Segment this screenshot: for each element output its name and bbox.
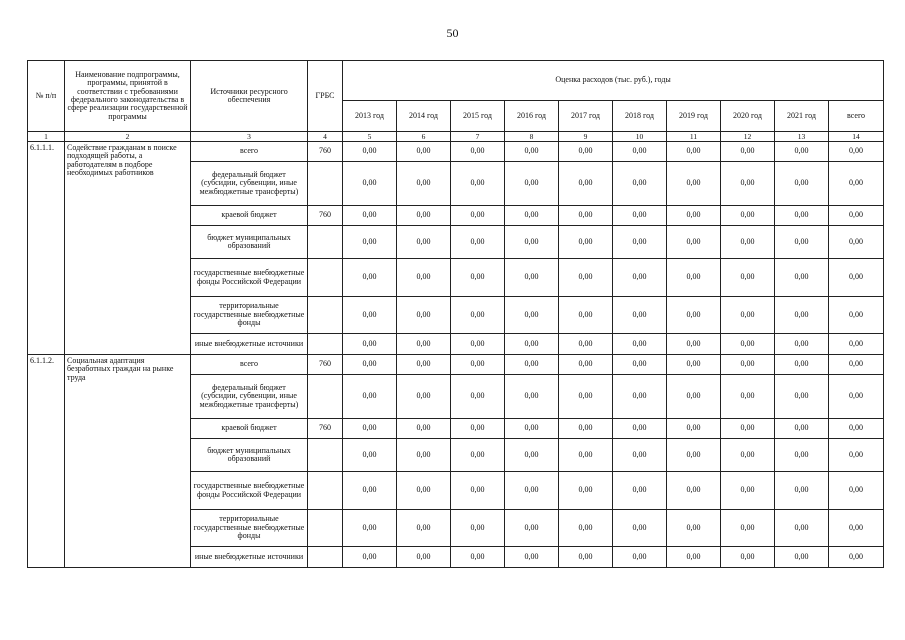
expense-value: 0,00 [343, 510, 397, 547]
expense-value: 0,00 [775, 259, 829, 297]
table-body [28, 142, 884, 568]
expense-value: 0,00 [559, 162, 613, 206]
expense-value: 0,00 [559, 206, 613, 226]
column-number: 5 [343, 132, 397, 142]
expense-value: 0,00 [343, 206, 397, 226]
expense-value: 0,00 [829, 162, 884, 206]
expense-value: 0,00 [829, 297, 884, 334]
expense-value: 0,00 [397, 419, 451, 439]
expense-value: 0,00 [721, 162, 775, 206]
expense-value: 0,00 [559, 419, 613, 439]
item-name: Социальная адаптация безработных граждан на рынке труда [65, 355, 191, 568]
grbs-code [308, 334, 343, 355]
header-grbs: ГРБС [308, 61, 343, 132]
expense-value: 0,00 [829, 472, 884, 510]
expense-value: 0,00 [505, 547, 559, 568]
expense-value: 0,00 [775, 439, 829, 472]
expense-value: 0,00 [559, 226, 613, 259]
expense-value: 0,00 [559, 547, 613, 568]
column-number: 3 [191, 132, 308, 142]
header-year: 2020 год [721, 101, 775, 132]
expense-value: 0,00 [451, 334, 505, 355]
expense-value: 0,00 [829, 226, 884, 259]
expense-value: 0,00 [559, 510, 613, 547]
expense-value: 0,00 [505, 226, 559, 259]
expense-value: 0,00 [667, 355, 721, 375]
expense-value: 0,00 [667, 162, 721, 206]
expense-value: 0,00 [667, 142, 721, 162]
expense-value: 0,00 [721, 259, 775, 297]
expense-value: 0,00 [667, 226, 721, 259]
expense-value: 0,00 [721, 419, 775, 439]
expense-value: 0,00 [397, 334, 451, 355]
expense-value: 0,00 [775, 547, 829, 568]
expense-value: 0,00 [451, 510, 505, 547]
table-row [28, 355, 884, 375]
expense-value: 0,00 [721, 355, 775, 375]
funding-source: бюджет муниципальных образований [191, 226, 308, 259]
expense-value: 0,00 [775, 334, 829, 355]
expense-value: 0,00 [613, 226, 667, 259]
grbs-code: 760 [308, 419, 343, 439]
expense-value: 0,00 [829, 259, 884, 297]
expense-value: 0,00 [775, 162, 829, 206]
funding-source: территориальные государственные внебюджетные фонды [191, 297, 308, 334]
expense-value: 0,00 [397, 226, 451, 259]
expense-value: 0,00 [559, 439, 613, 472]
grbs-code [308, 162, 343, 206]
expense-value: 0,00 [451, 297, 505, 334]
expense-value: 0,00 [613, 297, 667, 334]
header-year: всего [829, 101, 884, 132]
expense-value: 0,00 [829, 355, 884, 375]
funding-source: всего [191, 355, 308, 375]
expense-value: 0,00 [829, 334, 884, 355]
expense-value: 0,00 [505, 472, 559, 510]
header-year: 2019 год [667, 101, 721, 132]
header-funding-source: Источники ресурсного обеспечения [191, 61, 308, 132]
expense-value: 0,00 [775, 355, 829, 375]
funding-source: государственные внебюджетные фонды Российской Федерации [191, 472, 308, 510]
grbs-code [308, 297, 343, 334]
expense-value: 0,00 [775, 206, 829, 226]
column-number: 7 [451, 132, 505, 142]
expense-value: 0,00 [451, 206, 505, 226]
expense-value: 0,00 [613, 259, 667, 297]
grbs-code [308, 226, 343, 259]
column-number: 14 [829, 132, 884, 142]
column-number: 4 [308, 132, 343, 142]
header-number: № п/п [28, 61, 65, 132]
expense-value: 0,00 [667, 334, 721, 355]
expense-value: 0,00 [343, 142, 397, 162]
header-estimate: Оценка расходов (тыс. руб.), годы [343, 61, 884, 101]
expense-value: 0,00 [451, 355, 505, 375]
grbs-code [308, 472, 343, 510]
expense-value: 0,00 [505, 297, 559, 334]
column-number: 9 [559, 132, 613, 142]
expense-value: 0,00 [613, 206, 667, 226]
column-number: 2 [65, 132, 191, 142]
expense-value: 0,00 [721, 547, 775, 568]
expense-value: 0,00 [775, 297, 829, 334]
expense-value: 0,00 [721, 206, 775, 226]
expense-value: 0,00 [613, 334, 667, 355]
expense-value: 0,00 [505, 419, 559, 439]
expense-value: 0,00 [667, 472, 721, 510]
expense-value: 0,00 [613, 142, 667, 162]
expense-value: 0,00 [451, 419, 505, 439]
expense-value: 0,00 [559, 142, 613, 162]
header-year: 2016 год [505, 101, 559, 132]
expense-value: 0,00 [343, 419, 397, 439]
expense-value: 0,00 [343, 472, 397, 510]
expense-value: 0,00 [397, 162, 451, 206]
expense-value: 0,00 [505, 334, 559, 355]
expense-value: 0,00 [505, 142, 559, 162]
expense-value: 0,00 [829, 142, 884, 162]
column-number: 8 [505, 132, 559, 142]
expense-value: 0,00 [559, 297, 613, 334]
budget-table [27, 60, 884, 568]
expense-value: 0,00 [343, 226, 397, 259]
header-year: 2021 год [775, 101, 829, 132]
funding-source: краевой бюджет [191, 206, 308, 226]
expense-value: 0,00 [613, 419, 667, 439]
expense-value: 0,00 [775, 510, 829, 547]
expense-value: 0,00 [613, 472, 667, 510]
expense-value: 0,00 [343, 375, 397, 419]
expense-value: 0,00 [667, 510, 721, 547]
header-year: 2013 год [343, 101, 397, 132]
funding-source: федеральный бюджет (субсидии, субвенции, иные межбюджетные трансферты) [191, 162, 308, 206]
expense-value: 0,00 [397, 206, 451, 226]
expense-value: 0,00 [613, 162, 667, 206]
expense-value: 0,00 [613, 375, 667, 419]
header-year: 2015 год [451, 101, 505, 132]
table-row [28, 142, 884, 162]
item-name: Содействие гражданам в поиске подходящей работы, а работодателям в подборе необходимых работников [65, 142, 191, 355]
funding-source: федеральный бюджет (субсидии, субвенции, иные межбюджетные трансферты) [191, 375, 308, 419]
expense-value: 0,00 [667, 297, 721, 334]
expense-value: 0,00 [343, 355, 397, 375]
expense-value: 0,00 [451, 439, 505, 472]
expense-value: 0,00 [775, 472, 829, 510]
grbs-code: 760 [308, 206, 343, 226]
column-number: 12 [721, 132, 775, 142]
expense-value: 0,00 [451, 142, 505, 162]
expense-value: 0,00 [397, 142, 451, 162]
expense-value: 0,00 [775, 375, 829, 419]
header-year: 2014 год [397, 101, 451, 132]
grbs-code: 760 [308, 142, 343, 162]
grbs-code [308, 510, 343, 547]
expense-value: 0,00 [397, 355, 451, 375]
expense-value: 0,00 [397, 375, 451, 419]
expense-value: 0,00 [559, 375, 613, 419]
item-number: 6.1.1.1. [28, 142, 65, 355]
header-year: 2017 год [559, 101, 613, 132]
expense-value: 0,00 [397, 472, 451, 510]
expense-value: 0,00 [829, 547, 884, 568]
column-number: 13 [775, 132, 829, 142]
expense-value: 0,00 [775, 419, 829, 439]
expense-value: 0,00 [667, 375, 721, 419]
expense-value: 0,00 [775, 226, 829, 259]
funding-source: иные внебюджетные источники [191, 547, 308, 568]
funding-source: территориальные государственные внебюджетные фонды [191, 510, 308, 547]
expense-value: 0,00 [721, 226, 775, 259]
expense-value: 0,00 [775, 142, 829, 162]
column-number: 11 [667, 132, 721, 142]
expense-value: 0,00 [505, 375, 559, 419]
expense-value: 0,00 [829, 375, 884, 419]
expense-value: 0,00 [505, 510, 559, 547]
expense-value: 0,00 [613, 547, 667, 568]
expense-value: 0,00 [829, 206, 884, 226]
header-program-name: Наименование подпрограммы, программы, принятой в соответствии с требованиями федерального законодательства в сфере реализации государственной программы [65, 61, 191, 132]
expense-value: 0,00 [829, 439, 884, 472]
expense-value: 0,00 [721, 375, 775, 419]
expense-value: 0,00 [721, 510, 775, 547]
expense-value: 0,00 [343, 547, 397, 568]
expense-value: 0,00 [343, 334, 397, 355]
expense-value: 0,00 [451, 375, 505, 419]
expense-value: 0,00 [343, 439, 397, 472]
expense-value: 0,00 [667, 547, 721, 568]
expense-value: 0,00 [721, 472, 775, 510]
expense-value: 0,00 [505, 206, 559, 226]
page-number: 50 [446, 26, 459, 40]
funding-source: бюджет муниципальных образований [191, 439, 308, 472]
expense-value: 0,00 [559, 259, 613, 297]
expense-value: 0,00 [397, 297, 451, 334]
expense-value: 0,00 [721, 142, 775, 162]
expense-value: 0,00 [721, 334, 775, 355]
expense-value: 0,00 [829, 419, 884, 439]
grbs-code [308, 547, 343, 568]
expense-value: 0,00 [397, 439, 451, 472]
expense-value: 0,00 [505, 162, 559, 206]
expense-value: 0,00 [397, 547, 451, 568]
expense-value: 0,00 [451, 226, 505, 259]
expense-value: 0,00 [559, 355, 613, 375]
funding-source: иные внебюджетные источники [191, 334, 308, 355]
expense-value: 0,00 [667, 206, 721, 226]
column-number: 6 [397, 132, 451, 142]
header-year: 2018 год [613, 101, 667, 132]
expense-value: 0,00 [667, 259, 721, 297]
grbs-code: 760 [308, 355, 343, 375]
expense-value: 0,00 [667, 439, 721, 472]
expense-value: 0,00 [451, 162, 505, 206]
expense-value: 0,00 [343, 162, 397, 206]
column-number: 1 [28, 132, 65, 142]
expense-value: 0,00 [613, 510, 667, 547]
item-number: 6.1.1.2. [28, 355, 65, 568]
expense-value: 0,00 [667, 419, 721, 439]
grbs-code [308, 375, 343, 419]
column-numbers-row [28, 132, 884, 142]
expense-value: 0,00 [505, 355, 559, 375]
expense-value: 0,00 [505, 259, 559, 297]
column-number: 10 [613, 132, 667, 142]
expense-value: 0,00 [613, 439, 667, 472]
expense-value: 0,00 [613, 355, 667, 375]
expense-value: 0,00 [829, 510, 884, 547]
expense-value: 0,00 [397, 259, 451, 297]
expense-value: 0,00 [559, 472, 613, 510]
expense-value: 0,00 [343, 259, 397, 297]
expense-value: 0,00 [559, 334, 613, 355]
expense-value: 0,00 [721, 297, 775, 334]
funding-source: краевой бюджет [191, 419, 308, 439]
expense-value: 0,00 [505, 439, 559, 472]
expense-value: 0,00 [343, 297, 397, 334]
expense-value: 0,00 [451, 472, 505, 510]
grbs-code [308, 439, 343, 472]
funding-source: государственные внебюджетные фонды Российской Федерации [191, 259, 308, 297]
expense-value: 0,00 [721, 439, 775, 472]
expense-value: 0,00 [451, 547, 505, 568]
expense-value: 0,00 [451, 259, 505, 297]
grbs-code [308, 259, 343, 297]
funding-source: всего [191, 142, 308, 162]
expense-value: 0,00 [397, 510, 451, 547]
